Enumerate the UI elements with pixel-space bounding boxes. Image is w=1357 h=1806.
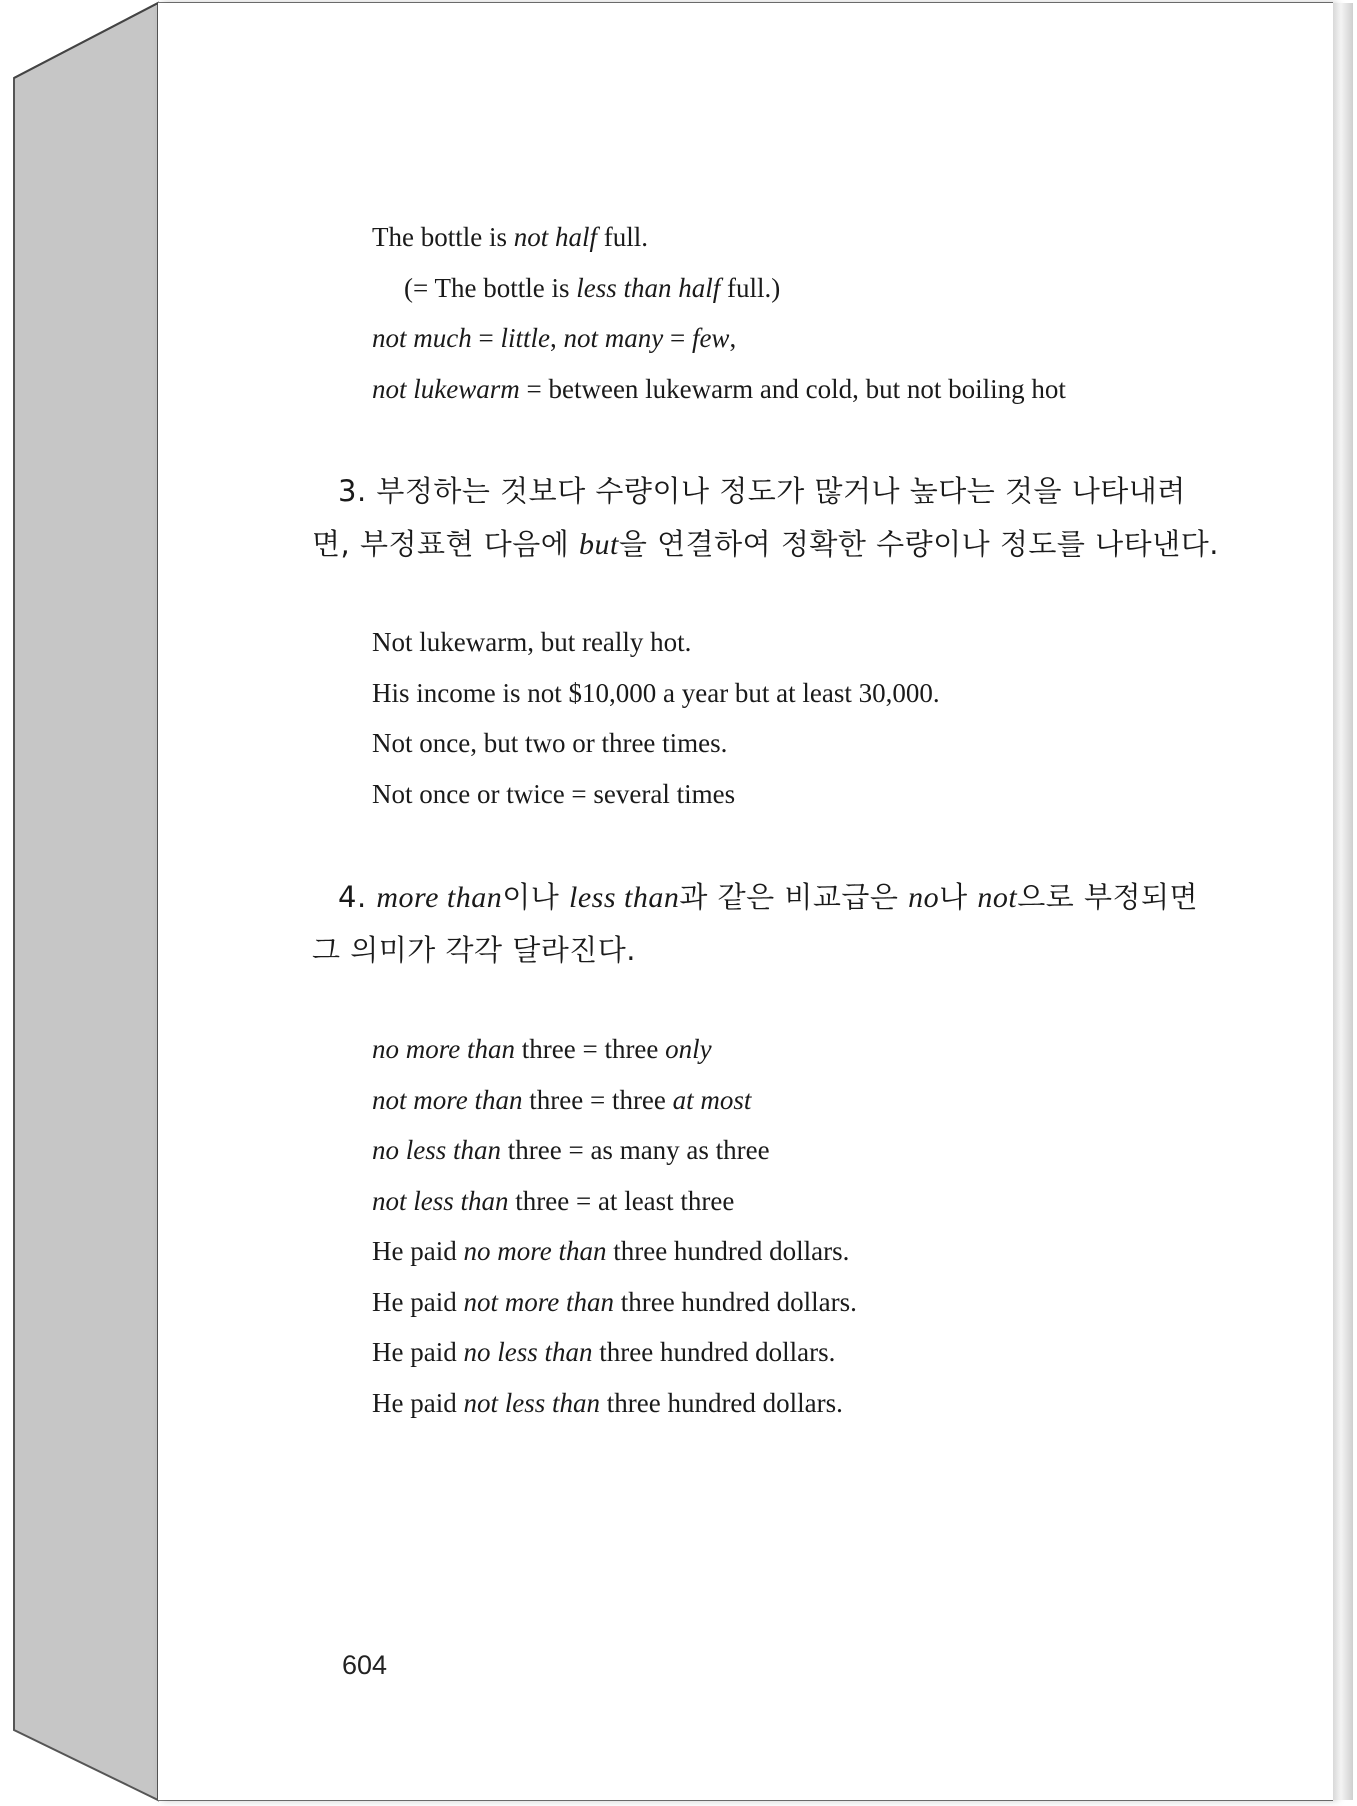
italic-term: not (977, 881, 1018, 914)
rule-paragraph-4 (312, 871, 1232, 977)
text-run: , (549, 323, 564, 353)
text-run: 면, 부정표현 다음에 (312, 527, 579, 561)
text-run: He paid (372, 1387, 464, 1418)
italic-term: not many (563, 323, 664, 353)
text-run: The bottle is (372, 222, 514, 252)
example-line (372, 263, 1272, 314)
italic-term: more than (376, 881, 503, 914)
page-edge (1333, 3, 1353, 1800)
text-run: 3. 부정하는 것보다 수량이나 정도가 많거나 높다는 것을 나타내려 (338, 474, 1186, 508)
italic-term: no less than (463, 1337, 593, 1367)
text-run: three hundred dollars. (592, 1337, 836, 1367)
example-line (372, 1176, 1272, 1227)
text-run: He paid (372, 1337, 464, 1367)
paragraph-line (312, 924, 1232, 977)
example-line (372, 769, 1272, 820)
example-block-2 (372, 617, 1272, 819)
italic-term: less than (569, 881, 680, 914)
italic-term: little (500, 323, 550, 353)
italic-term: at most (672, 1084, 752, 1115)
paragraph-line (312, 518, 1232, 571)
text-run: His income is not $10,000 a year but at least 30,000. (372, 677, 940, 708)
text-run: Not once, but two or three times. (372, 728, 728, 758)
italic-term: only (665, 1034, 712, 1064)
text-run: , (729, 323, 737, 353)
example-line (372, 1226, 1272, 1277)
italic-term: few (691, 323, 730, 353)
italic-term: less than half (576, 272, 721, 303)
example-line (372, 1378, 1272, 1429)
paragraph-line (312, 465, 1232, 518)
page-number: 604 (342, 1650, 388, 1680)
example-line (372, 212, 1272, 263)
text-run: three = as many as three (501, 1135, 770, 1165)
example-line (372, 1125, 1272, 1176)
italic-term: no (908, 881, 940, 914)
italic-term: not less than (463, 1387, 600, 1418)
text-run: three = at least three (508, 1185, 735, 1216)
italic-term: not half (513, 222, 597, 252)
example-line (372, 313, 1272, 364)
italic-term: not more than (372, 1084, 523, 1115)
example-line (372, 1024, 1272, 1075)
text-run: three hundred dollars. (606, 1236, 850, 1266)
italic-term: not lukewarm (372, 373, 520, 404)
text-run: = (663, 323, 692, 353)
text-run: full.) (720, 272, 781, 303)
example-line (372, 1277, 1272, 1328)
text-run: three hundred dollars. (613, 1286, 857, 1317)
text-run: Not once or twice = several times (372, 778, 736, 809)
text-run: He paid (372, 1236, 464, 1266)
paragraph-line (312, 871, 1232, 924)
text-run: three hundred dollars. (599, 1387, 843, 1418)
italic-term: not more than (463, 1286, 614, 1317)
text-run: 나 (939, 880, 978, 914)
example-line (372, 617, 1272, 668)
text-run: He paid (372, 1286, 464, 1317)
rule-paragraph-3 (312, 465, 1232, 571)
example-block-3 (372, 1024, 1272, 1428)
text-run: full. (597, 222, 648, 252)
italic-term: no less than (372, 1135, 502, 1165)
text-run: (= The bottle is (404, 272, 577, 303)
text-run: three = three (522, 1084, 673, 1115)
example-line (372, 1075, 1272, 1126)
text-run: three = three (515, 1034, 666, 1064)
example-line (372, 668, 1272, 719)
italic-term: no more than (463, 1236, 607, 1266)
text-run: 과 같은 비교급은 (679, 880, 909, 914)
text-run: 4. (338, 880, 377, 914)
text-run: 을 연결하여 정확한 수량이나 정도를 나타낸다. (618, 527, 1219, 561)
italic-term: no more than (372, 1034, 515, 1064)
italic-term: but (579, 528, 619, 561)
text-run: = (471, 323, 501, 353)
example-line (372, 1327, 1272, 1378)
example-line (372, 718, 1272, 769)
text-run: 으로 부정되면 (1017, 880, 1199, 914)
text-run: 이나 (502, 880, 570, 914)
italic-term: not much (372, 323, 472, 353)
example-line (372, 364, 1272, 415)
italic-term: not less than (372, 1185, 509, 1216)
text-run: = between lukewarm and cold, but not boiling hot (519, 373, 1066, 404)
text-run: 그 의미가 각각 달라진다. (312, 933, 637, 967)
example-block-1 (372, 212, 1272, 414)
text-run: Not lukewarm, but really hot. (372, 627, 692, 657)
